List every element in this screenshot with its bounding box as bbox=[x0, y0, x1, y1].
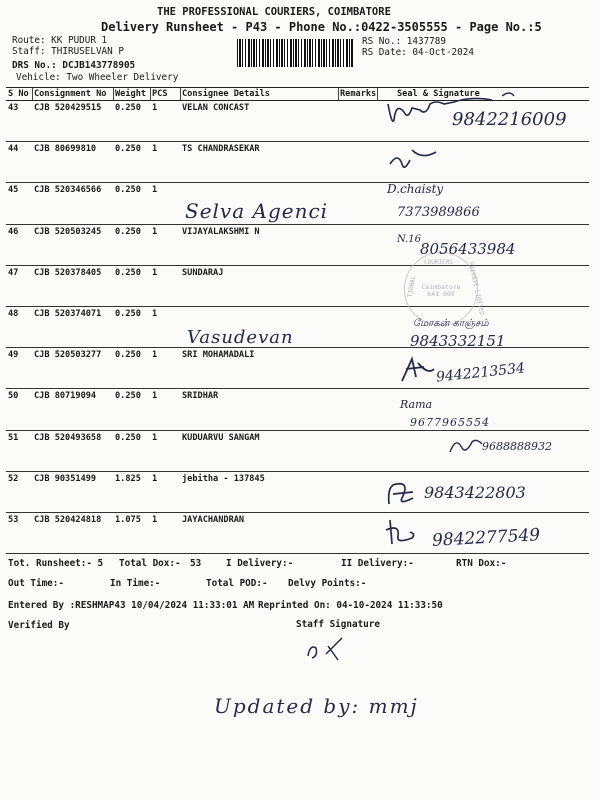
route-label: Route: KK PUDUR 1 bbox=[12, 35, 108, 46]
in-time-label: In Time:- bbox=[110, 578, 161, 589]
cell-consignee: SRI MOHAMADALI bbox=[182, 350, 255, 361]
cell-consignment: CJB 520374071 bbox=[34, 308, 102, 319]
cell-consignment: CJB 80719094 bbox=[34, 391, 97, 402]
cell-sno: 46 bbox=[8, 226, 19, 237]
barcode-icon bbox=[237, 39, 354, 67]
cell-pcs: 1 bbox=[152, 350, 158, 361]
cell-remarks bbox=[338, 142, 377, 183]
total-pod-label: Total POD:- bbox=[206, 578, 268, 589]
cell-sno: 53 bbox=[8, 514, 19, 525]
cell-remarks bbox=[338, 224, 377, 265]
cell-pcs: 1 bbox=[152, 473, 158, 484]
cell-consignee: TS CHANDRASEKAR bbox=[182, 144, 260, 155]
cell-consignment: CJB 520503245 bbox=[34, 226, 102, 237]
cell-weight: 1.825 bbox=[115, 473, 141, 484]
cell-sno: 51 bbox=[8, 432, 19, 443]
cell-consignment: CJB 520346566 bbox=[34, 185, 102, 196]
cell-consignee: VIJAYALAKSHMI N bbox=[182, 226, 260, 237]
cell-consignment: CJB 520424818 bbox=[34, 514, 102, 525]
col-header-weight: Weight bbox=[115, 89, 147, 99]
cell-remarks bbox=[338, 265, 377, 306]
cell-pcs: 1 bbox=[152, 103, 158, 113]
handwritten-phone-52: 9843422803 bbox=[424, 483, 526, 502]
signature-scribble bbox=[383, 478, 419, 508]
out-time-label: Out Time:- bbox=[8, 578, 64, 589]
cell-remarks bbox=[338, 389, 377, 430]
staff-signature-label: Staff Signature bbox=[296, 619, 380, 630]
i-delivery-label: I Delivery:- bbox=[226, 558, 294, 569]
cell-consignee: VELAN CONCAST bbox=[182, 103, 250, 113]
handwritten-name-50: Rama bbox=[400, 398, 433, 411]
cell-weight: 0.250 bbox=[115, 308, 141, 319]
rs-date: RS Date: 04-Oct-2024 bbox=[362, 47, 474, 58]
handwritten-phone-50: 9677965554 bbox=[410, 416, 490, 429]
verified-by-label: Verified By bbox=[8, 620, 70, 631]
total-dox-value: 53 bbox=[190, 558, 202, 569]
col-header-seal-signature: Seal & Signature bbox=[397, 89, 480, 99]
table-row bbox=[6, 142, 589, 183]
cell-pcs: 1 bbox=[152, 267, 158, 278]
cell-pcs: 1 bbox=[152, 391, 158, 402]
cell-pcs: 1 bbox=[152, 185, 158, 196]
total-runsheet: Tot. Runsheet:- 5 bbox=[8, 558, 104, 569]
rtn-dox-label: RTN Dox:- bbox=[456, 558, 507, 569]
cell-consignment: CJB 520493658 bbox=[34, 432, 102, 443]
handwritten-name-45: Selva Agenci bbox=[185, 199, 329, 223]
cell-consignee: SRIDHAR bbox=[182, 391, 219, 402]
cell-pcs: 1 bbox=[152, 308, 158, 319]
cell-weight: 1.075 bbox=[115, 514, 141, 525]
handwritten-phone-51: 9688888932 bbox=[482, 440, 552, 453]
handwritten-tamil-48: மோகன் காஞ்சம் bbox=[413, 318, 489, 329]
stamp-left-text: TIONAL bbox=[406, 275, 418, 298]
cell-remarks bbox=[338, 101, 377, 142]
cell-consignee: KUDUARVU SANGAM bbox=[182, 432, 260, 443]
delivery-points-label: Delvy Points:- bbox=[288, 578, 367, 589]
handwritten-phone-53: 9842277549 bbox=[431, 525, 541, 551]
handwritten-phone-48: 9843332151 bbox=[410, 332, 506, 350]
cell-sno: 47 bbox=[8, 267, 19, 278]
cell-pcs: 1 bbox=[152, 432, 158, 443]
vehicle-label: Vehicle: Two Wheeler Delivery bbox=[16, 72, 179, 83]
handwritten-phone-46: 8056433984 bbox=[420, 240, 516, 258]
handwritten-sig-46: N.16 bbox=[397, 234, 422, 245]
cell-weight: 0.250 bbox=[115, 391, 141, 402]
reprinted-on: Reprinted On: 04-10-2024 11:33:50 bbox=[258, 600, 443, 611]
rs-number: RS No.: 1437789 bbox=[362, 36, 446, 47]
cell-sno: 45 bbox=[8, 185, 19, 196]
handwritten-phone-49: 9442213534 bbox=[435, 360, 526, 386]
cell-consignment: CJB 520503277 bbox=[34, 350, 102, 361]
signature-scribble bbox=[446, 434, 486, 456]
signature-scribble bbox=[382, 516, 422, 546]
runsheet-title: Delivery Runsheet - P43 - Phone No.:0422-3505555 - Page No.:5 bbox=[101, 20, 542, 34]
cell-weight: 0.250 bbox=[115, 432, 141, 443]
col-header-consignee: Consignee Details bbox=[182, 89, 270, 99]
cell-sno: 49 bbox=[8, 350, 19, 361]
cell-sno: 52 bbox=[8, 473, 19, 484]
cell-consignment: CJB 520378405 bbox=[34, 267, 102, 278]
cell-weight: 0.250 bbox=[115, 144, 141, 155]
ii-delivery-label: II Delivery:- bbox=[341, 558, 414, 569]
cell-weight: 0.250 bbox=[115, 103, 141, 113]
cell-remarks bbox=[338, 430, 377, 471]
table-row bbox=[6, 389, 589, 430]
handwritten-updated-by: Updated by: mmj bbox=[214, 694, 419, 718]
cell-consignment: CJB 90351499 bbox=[34, 473, 97, 484]
cell-remarks bbox=[338, 183, 377, 224]
cell-consignment: CJB 520429515 bbox=[34, 103, 102, 113]
total-dox-label: Total Dox:- bbox=[119, 558, 181, 569]
cell-weight: 0.250 bbox=[115, 185, 141, 196]
handwritten-phone-43: 9842216009 bbox=[452, 109, 567, 130]
cell-sno: 50 bbox=[8, 391, 19, 402]
cell-sno: 48 bbox=[8, 308, 19, 319]
table-row bbox=[6, 265, 589, 306]
col-header-pcs: PCS bbox=[152, 89, 168, 99]
staff-signature-scribble bbox=[302, 634, 348, 664]
cell-remarks bbox=[338, 512, 377, 553]
signature-scribble bbox=[384, 142, 444, 178]
cell-consignment: CJB 80699810 bbox=[34, 144, 97, 155]
cell-weight: 0.250 bbox=[115, 226, 141, 237]
col-header-remarks: Remarks bbox=[340, 89, 377, 99]
handwritten-sig-45: D.chaisty bbox=[387, 182, 444, 196]
cell-weight: 0.250 bbox=[115, 350, 141, 361]
stamp-right-text: PRIVATE LIMITED bbox=[467, 261, 486, 316]
handwritten-phone-45: 7373989866 bbox=[397, 205, 480, 220]
cell-consignee: jebitha - 137845 bbox=[182, 473, 265, 484]
company-title: THE PROFESSIONAL COURIERS, COIMBATORE bbox=[157, 6, 391, 18]
cell-remarks bbox=[338, 471, 377, 512]
cell-sno: 43 bbox=[8, 103, 19, 113]
stamp-top-text: COURIERS bbox=[424, 259, 453, 266]
cell-weight: 0.250 bbox=[115, 267, 141, 278]
cell-remarks bbox=[338, 348, 377, 389]
drs-number: DRS No.: DCJB143778905 bbox=[12, 60, 136, 71]
entered-by: Entered By :RESHMAP43 10/04/2024 11:33:01 AM bbox=[8, 600, 255, 611]
handwritten-name-48: Vasudevan bbox=[187, 327, 294, 348]
stamp-center-text: Coimbatore 641 005 bbox=[421, 283, 461, 298]
col-header-sno: S No bbox=[8, 89, 29, 99]
cell-pcs: 1 bbox=[152, 514, 158, 525]
cell-pcs: 1 bbox=[152, 226, 158, 237]
col-header-consignment: Consignment No bbox=[34, 89, 107, 99]
cell-remarks bbox=[338, 306, 377, 347]
cell-pcs: 1 bbox=[152, 144, 158, 155]
cell-sno: 44 bbox=[8, 144, 19, 155]
signature-scribble bbox=[398, 355, 438, 385]
company-seal-stamp bbox=[404, 252, 486, 326]
cell-consignee: JAYACHANDRAN bbox=[182, 514, 245, 525]
cell-consignee: SUNDARAJ bbox=[182, 267, 224, 278]
staff-label: Staff: THIRUSELVAN P bbox=[12, 46, 124, 57]
